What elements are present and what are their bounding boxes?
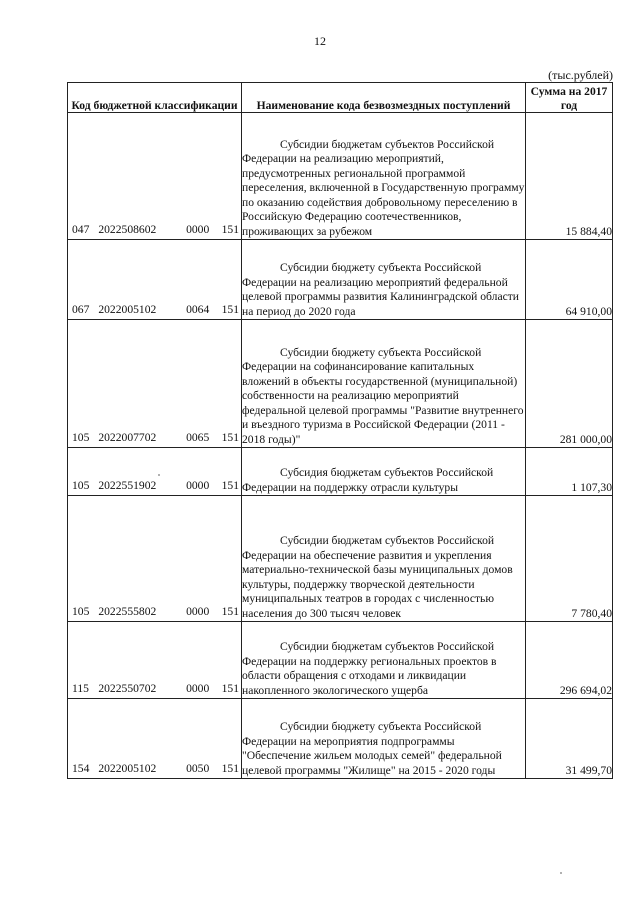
- sum-cell: 31 499,70: [526, 699, 613, 779]
- table-row: [68, 448, 613, 496]
- row-name: Субсидии бюджету субъекта Российской Федерации на софинансирование капитальных вложений в объекты государственной (муниципальной) собственности на реализацию мероприятий федеральной целевой программы "Развитие внутреннего и въездного туризма в Российской Федерации (2011 - 2018 годы)": [242, 345, 524, 446]
- subcode: 0050: [186, 761, 210, 775]
- kosgu-code: 151: [221, 222, 239, 236]
- kosgu-code: 151: [221, 302, 239, 316]
- row-name: Субсидия бюджетам субъектов Российской Федерации на поддержку отрасли культуры: [242, 466, 494, 494]
- page-number: 12: [314, 34, 326, 48]
- scan-speck: [158, 474, 160, 476]
- name-cell: [242, 320, 526, 448]
- name-cell: [242, 622, 526, 699]
- scan-speck: [560, 872, 562, 874]
- row-name: Субсидии бюджету субъекта Российской Федерации на мероприятия подпрограммы "Обеспечение жильем молодых семей" федеральной целевой программы "Жилище" на 2015 - 2020 годы: [242, 720, 502, 777]
- kbk-code: 2022555802: [98, 604, 157, 618]
- kosgu-code: 151: [221, 761, 239, 775]
- header-code: Код бюджетной классификации: [68, 83, 242, 113]
- row-name: Субсидии бюджетам субъектов Российской Федерации на поддержку региональных проектов в области обращения с отходами и ликвидации накопленного экологического ущерба: [242, 640, 497, 697]
- code-cell: [68, 496, 242, 622]
- name-cell: [242, 113, 526, 240]
- sum-cell: 64 910,00: [526, 240, 613, 320]
- admin-code: 105: [72, 430, 90, 444]
- table-row: [68, 622, 613, 699]
- row-name: Субсидии бюджетам субъектов Российской Федерации на реализацию мероприятий, предусмотренных региональной программой переселения, включенной в Государственную программу по оказанию содействия добровольному переселению в Российскую Федерацию соотечественников, проживающих за рубежом: [242, 137, 525, 238]
- kbk-code: 2022005102: [98, 302, 157, 316]
- code-cell: [68, 113, 242, 240]
- table-row: [68, 320, 613, 448]
- code-cell: [68, 699, 242, 779]
- subcode: 0000: [186, 604, 210, 618]
- subcode: 0000: [186, 478, 210, 492]
- units-label: (тыс.рублей): [548, 68, 613, 82]
- name-cell: [242, 496, 526, 622]
- subcode: 0000: [186, 681, 210, 695]
- row-name: Субсидии бюджету субъекта Российской Федерации на реализацию мероприятий федеральной целевой программы развития Калининградской области на период до 2020 года: [242, 261, 520, 318]
- kosgu-code: 151: [221, 681, 239, 695]
- kosgu-code: 151: [221, 478, 239, 492]
- table-row: [68, 699, 613, 779]
- table-row: [68, 240, 613, 320]
- admin-code: 105: [72, 604, 90, 618]
- admin-code: 105: [72, 478, 90, 492]
- code-cell: [68, 448, 242, 496]
- row-name: Субсидии бюджетам субъектов Российской Федерации на обеспечение развития и укрепления материально-технической базы муниципальных домов культуры, поддержку творческой деятельности муниципальных театров в городах с численностью населения до 300 тысяч человек: [242, 534, 513, 620]
- admin-code: 067: [72, 302, 90, 316]
- kbk-code: 2022550702: [98, 681, 157, 695]
- name-cell: [242, 448, 526, 496]
- sum-cell: 281 000,00: [526, 320, 613, 448]
- subcode: 0000: [186, 222, 210, 236]
- name-cell: [242, 699, 526, 779]
- admin-code: 115: [72, 681, 89, 695]
- kbk-code: 2022007702: [98, 430, 157, 444]
- table-row: [68, 113, 613, 240]
- table-row: [68, 496, 613, 622]
- subcode: 0064: [186, 302, 210, 316]
- kbk-code: 2022508602: [98, 222, 157, 236]
- code-cell: [68, 320, 242, 448]
- subcode: 0065: [186, 430, 210, 444]
- code-cell: [68, 622, 242, 699]
- sum-cell: 296 694,02: [526, 622, 613, 699]
- kosgu-code: 151: [221, 430, 239, 444]
- admin-code: 047: [72, 222, 90, 236]
- code-cell: [68, 240, 242, 320]
- sum-cell: 1 107,30: [526, 448, 613, 496]
- name-cell: [242, 240, 526, 320]
- sum-cell: 7 780,40: [526, 496, 613, 622]
- kosgu-code: 151: [221, 604, 239, 618]
- admin-code: 154: [72, 761, 90, 775]
- sum-cell: 15 884,40: [526, 113, 613, 240]
- kbk-code: 2022551902: [98, 478, 157, 492]
- kbk-code: 2022005102: [98, 761, 157, 775]
- header-name: Наименование кода безвозмездных поступлений: [242, 83, 526, 113]
- header-sum: Сумма на 2017 год: [526, 83, 613, 113]
- table-header-row: [68, 83, 613, 113]
- budget-table: [67, 82, 613, 779]
